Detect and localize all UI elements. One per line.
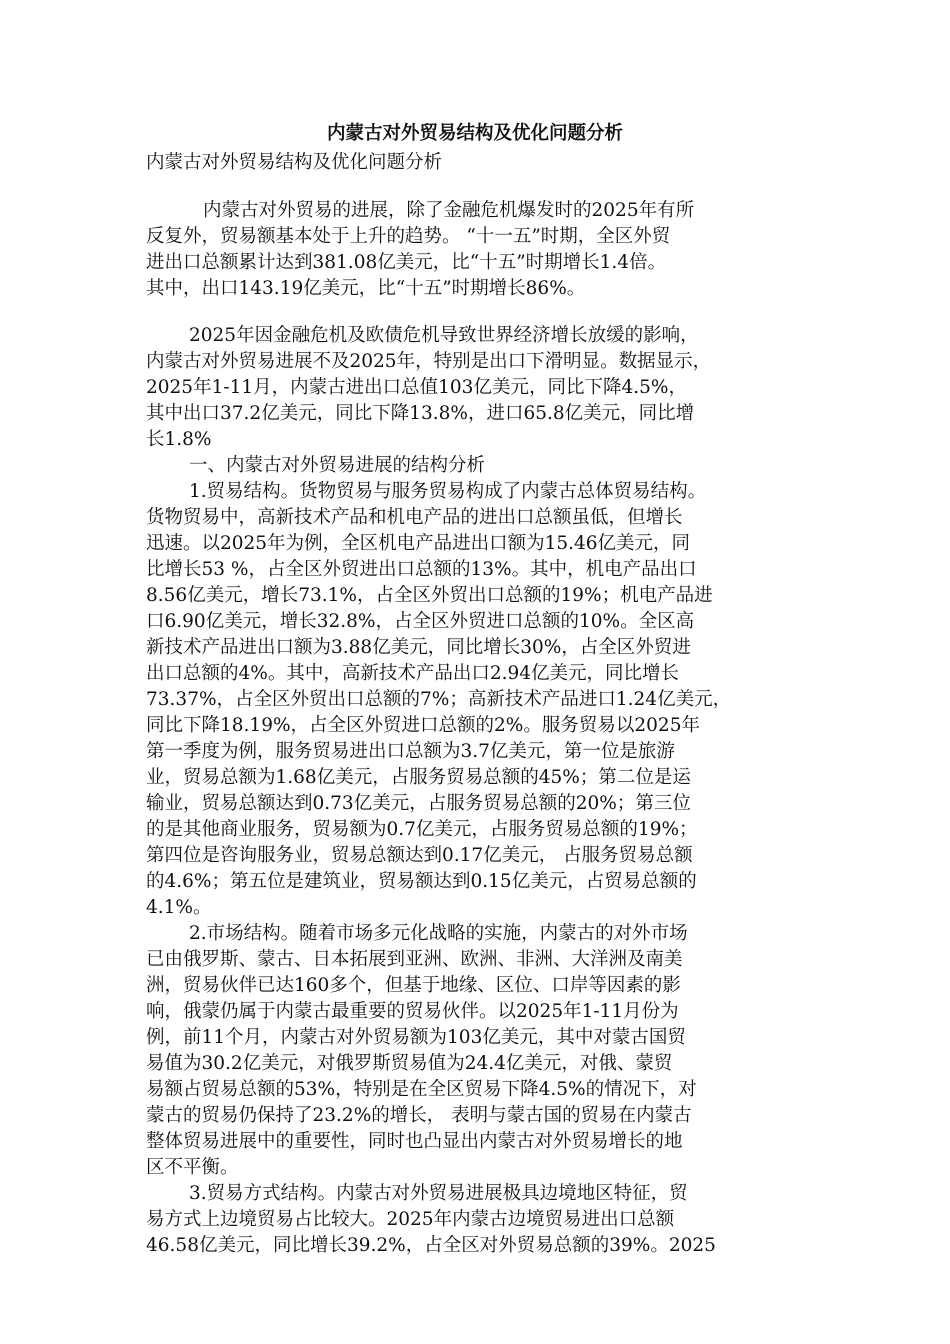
paragraph-4-line-1: 2.市场结构。随着市场多元化战略的实施，内蒙古的对外市场: [189, 923, 688, 944]
paragraph-5-line-3: 46.58亿美元，同比增长39.2%，占全区对外贸易总额的39%。2025: [146, 1235, 716, 1256]
paragraph-3-line-13: 输业，贸易总额达到0.73亿美元，占服务贸易总额的20%；第三位: [146, 793, 691, 814]
document-title: 内蒙古对外贸易结构及优化问题分析: [326, 123, 623, 144]
paragraph-3-line-16: 的4.6%；第五位是建筑业，贸易额达到0.15亿美元，占贸易总额的: [146, 871, 697, 892]
paragraph-3-line-15: 第四位是咨询服务业，贸易总额达到0.17亿美元， 占服务贸易总额: [146, 845, 693, 866]
paragraph-1-line-3: 进出口总额累计达到381.08亿美元，比“十五”时期增长1.4倍。: [146, 252, 667, 273]
paragraph-1-line-4: 其中，出口143.19亿美元，比“十五”时期增长86%。: [146, 278, 586, 299]
paragraph-3-line-17: 4.1%。: [146, 897, 212, 918]
paragraph-3-line-11: 第一季度为例，服务贸易进出口总额为3.7亿美元，第一位是旅游: [146, 741, 675, 762]
paragraph-3-line-1: 1.贸易结构。货物贸易与服务贸易构成了内蒙古总体贸易结构。: [189, 481, 707, 502]
paragraph-4-line-6: 易值为30.2亿美元，对俄罗斯贸易值为24.4亿美元，对俄、蒙贸: [146, 1053, 673, 1074]
section-heading: 一、内蒙古对外贸易进展的结构分析: [189, 455, 486, 476]
paragraph-4-line-4: 响，俄蒙仍属于内蒙古最重要的贸易伙伴。以2025年1-11月份为: [146, 1001, 679, 1022]
paragraph-2-line-1: 2025年因金融危机及欧债危机导致世界经济增长放缓的影响，: [189, 325, 699, 346]
paragraph-3-line-3: 迅速。以2025年为例，全区机电产品进出口额为15.46亿美元，同: [146, 533, 691, 554]
paragraph-4-line-10: 区不平衡。: [146, 1157, 239, 1178]
paragraph-4-line-8: 蒙古的贸易仍保持了23.2%的增长， 表明与蒙古国的贸易在内蒙古: [146, 1105, 692, 1126]
paragraph-4-line-3: 洲，贸易伙伴已达160多个，但基于地缘、区位、口岸等因素的影: [146, 975, 681, 996]
paragraph-1-line-2: 反复外，贸易额基本处于上升的趋势。 “十一五”时期，全区外贸: [146, 226, 671, 247]
paragraph-3-line-4: 比增长53 %，占全区外贸进出口总额的13%。其中，机电产品出口: [146, 559, 697, 580]
paragraph-4-line-7: 易额占贸易总额的53%，特别是在全区贸易下降4.5%的情况下，对: [146, 1079, 697, 1100]
paragraph-3-line-7: 新技术产品进出口额为3.88亿美元，同比增长30%，占全区外贸进: [146, 637, 691, 658]
paragraph-2-line-3: 2025年1-11月，内蒙古进出口总值103亿美元，同比下降4.5%，: [146, 377, 687, 398]
paragraph-2-line-4: 其中出口37.2亿美元，同比下降13.8%，进口65.8亿美元，同比增: [146, 403, 695, 424]
paragraph-1-line-1: 内蒙古对外贸易的进展，除了金融危机爆发时的2025年有所: [203, 200, 695, 221]
paragraph-2-line-2: 内蒙古对外贸易进展不及2025年，特别是出口下滑明显。数据显示，: [146, 351, 712, 372]
paragraph-5-line-2: 易方式上边境贸易占比较大。2025年内蒙古边境贸易进出口总额: [146, 1209, 675, 1230]
paragraph-2-line-5: 长1.8%: [146, 429, 212, 450]
paragraph-3-line-5: 8.56亿美元，增长73.1%，占全区外贸出口总额的19%；机电产品进: [146, 585, 713, 606]
paragraph-3-line-9: 73.37%，占全区外贸出口总额的7%；高新技术产品进口1.24亿美元，: [146, 689, 732, 710]
paragraph-3-line-6: 口6.90亿美元，增长32.8%，占全区外贸进口总额的10%。全区高: [146, 611, 695, 632]
paragraph-4-line-2: 已由俄罗斯、蒙古、日本拓展到亚洲、欧洲、非洲、大洋洲及南美: [146, 949, 683, 970]
paragraph-3-line-8: 出口总额的4%。其中，高新技术产品出口2.94亿美元，同比增长: [146, 663, 680, 684]
paragraph-4-line-9: 整体贸易进展中的重要性，同时也凸显出内蒙古对外贸易增长的地: [146, 1131, 683, 1152]
paragraph-4-line-5: 例，前11个月，内蒙古对外贸易额为103亿美元，其中对蒙古国贸: [146, 1027, 686, 1048]
paragraph-3-line-2: 货物贸易中，高新技术产品和机电产品的进出口总额虽低，但增长: [146, 507, 683, 528]
paragraph-5-line-1: 3.贸易方式结构。内蒙古对外贸易进展极具边境地区特征，贸: [189, 1183, 688, 1204]
paragraph-3-line-10: 同比下降18.19%，占全区外贸进口总额的2%。服务贸易以2025年: [146, 715, 700, 736]
paragraph-3-line-12: 业，贸易总额为1.68亿美元，占服务贸易总额的45%；第二位是运: [146, 767, 691, 788]
paragraph-3-line-14: 的是其他商业服务，贸易额为0.7亿美元，占服务贸易总额的19%；: [146, 819, 698, 840]
document-subtitle: 内蒙古对外贸易结构及优化问题分析: [146, 152, 443, 173]
